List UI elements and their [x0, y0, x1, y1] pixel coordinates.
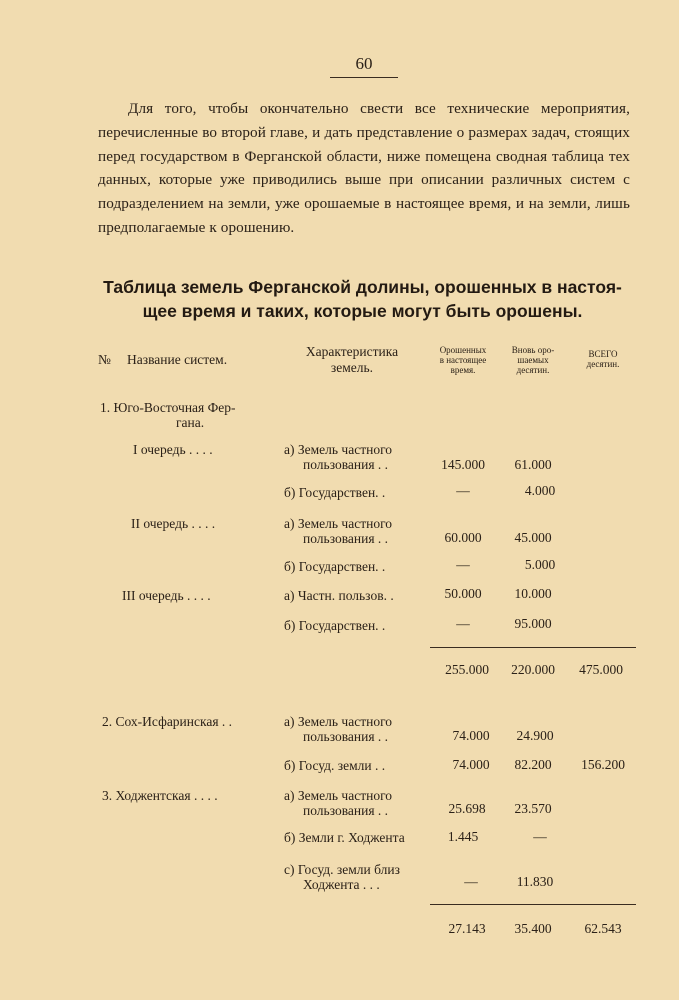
queue-1-b-new: 4.000 [524, 483, 556, 498]
queue-3-b-label: б) Государствен. . [284, 618, 386, 633]
header-characteristic-line-1: Характеристика [305, 344, 399, 359]
system-2-b-new: 82.200 [514, 757, 552, 772]
subtotal-1-irrigated: 255.000 [445, 662, 489, 677]
header-newly-irrigated [498, 345, 568, 375]
system-3-a-new: 23.570 [514, 801, 552, 816]
header-irrigated-line-1: Орошенных [439, 345, 487, 355]
system-2-a-irrigated: 74.000 [452, 728, 490, 743]
table-title-line-2: щее время и таких, которые могут быть орошены. [142, 301, 583, 321]
header-newly-irrigated-line-2: шаемых [517, 355, 549, 365]
system-2-a-label-line-2: пользования . . [303, 729, 389, 744]
system-3-b-label: б) Земли г. Ходжента [284, 830, 405, 845]
subtotal-rule-3 [430, 904, 636, 905]
queue-2-a-label-line-1: а) Земель частного [284, 516, 393, 531]
system-3-c-label-line-1: с) Госуд. земли близ [284, 862, 400, 877]
header-total-line-2: десятин. [586, 359, 620, 369]
subtotal-1-new: 220.000 [511, 662, 555, 677]
system-2-b-total: 156.200 [581, 757, 625, 772]
header-newly-irrigated-line-3: десятин. [516, 365, 550, 375]
system-3-b-irrigated: 1.445 [447, 829, 479, 844]
header-irrigated-line-2: в настоящее [439, 355, 487, 365]
header-total-line-1: ВСЕГО [588, 349, 618, 359]
system-1-name-line-2: гана. [176, 415, 205, 430]
queue-1-b-label: б) Государствен. . [284, 485, 386, 500]
subtotal-3-new: 35.400 [514, 921, 552, 936]
header-characteristic-line-2: земель. [330, 360, 374, 375]
system-2-a-label-line-1: а) Земель частного [284, 714, 393, 729]
subtotal-rule-1 [430, 647, 636, 648]
queue-1-a-new: 61.000 [514, 457, 552, 472]
queue-2-b-label: б) Государствен. . [284, 559, 386, 574]
system-1-name-line-1: 1. Юго-Восточная Фер- [100, 400, 236, 415]
queue-1-b-irrigated: — [456, 483, 470, 498]
queue-1-a-irrigated: 145.000 [441, 457, 485, 472]
queue-3-b-irrigated: — [456, 616, 470, 631]
system-3-c-irrigated: — [464, 874, 478, 889]
system-3-c-new: 11.830 [516, 874, 554, 889]
system-2-a-new: 24.900 [516, 728, 554, 743]
system-3-a-label-line-2: пользования . . [303, 803, 389, 818]
queue-2-a-new: 45.000 [514, 530, 552, 545]
table-title [90, 275, 635, 323]
subtotal-3-irrigated: 27.143 [448, 921, 486, 936]
queue-3-b-new: 95.000 [514, 616, 552, 631]
subtotal-3-total: 62.543 [584, 921, 622, 936]
system-3-a-irrigated: 25.698 [448, 801, 486, 816]
queue-1-a-label-line-2: пользования . . [303, 457, 389, 472]
queue-3-a-irrigated: 50.000 [444, 586, 482, 601]
system-2-b-irrigated: 74.000 [452, 757, 490, 772]
system-2-name: 2. Сох-Исфаринская . . [102, 714, 233, 729]
header-irrigated [428, 345, 498, 375]
system-3-a-label-line-1: а) Земель частного [284, 788, 393, 803]
queue-2-a-label-line-2: пользования . . [303, 531, 389, 546]
system-3-b-new: — [533, 829, 547, 844]
queue-1-label: I очередь . . . . [133, 442, 213, 457]
queue-3-label: III очередь . . . . [122, 588, 211, 603]
queue-2-b-new: 5.000 [524, 557, 556, 572]
system-3-c-label-line-2: Ходжента . . . [303, 877, 380, 892]
header-system-name: Название систем. [127, 352, 228, 367]
system-2-b-label: б) Госуд. земли . . [284, 758, 386, 773]
queue-3-a-label: а) Частн. пользов. . [284, 588, 394, 603]
table-title-line-1: Таблица земель Ферганской долины, орошенных в настоя- [103, 277, 622, 297]
queue-3-a-new: 10.000 [514, 586, 552, 601]
subtotal-1-total: 475.000 [579, 662, 623, 677]
header-newly-irrigated-line-1: Вновь оро- [511, 345, 555, 355]
intro-paragraph: Для того, чтобы окончательно свести все технические мероприятия, перечисленные во второй главе, и дать представление о размерах задач, стоящих перед государством в Ферганской области, ниже помещена сводная таблица тех данных, которые уже приводились выше при описании различных систем с подразделением на земли, уже орошаемые в настоящее время, и на земли, лишь предполагаемые к орошению. [98, 100, 630, 236]
system-3-name: 3. Ходжентская . . . . [102, 788, 218, 803]
header-number: № [98, 352, 111, 367]
header-total [568, 349, 638, 369]
page-number: 60 [330, 54, 398, 78]
header-characteristic [292, 344, 412, 376]
queue-2-label: II очередь . . . . [131, 516, 216, 531]
queue-2-b-irrigated: — [456, 557, 470, 572]
queue-2-a-irrigated: 60.000 [444, 530, 482, 545]
header-irrigated-line-3: время. [450, 365, 476, 375]
queue-1-a-label-line-1: а) Земель частного [284, 442, 393, 457]
